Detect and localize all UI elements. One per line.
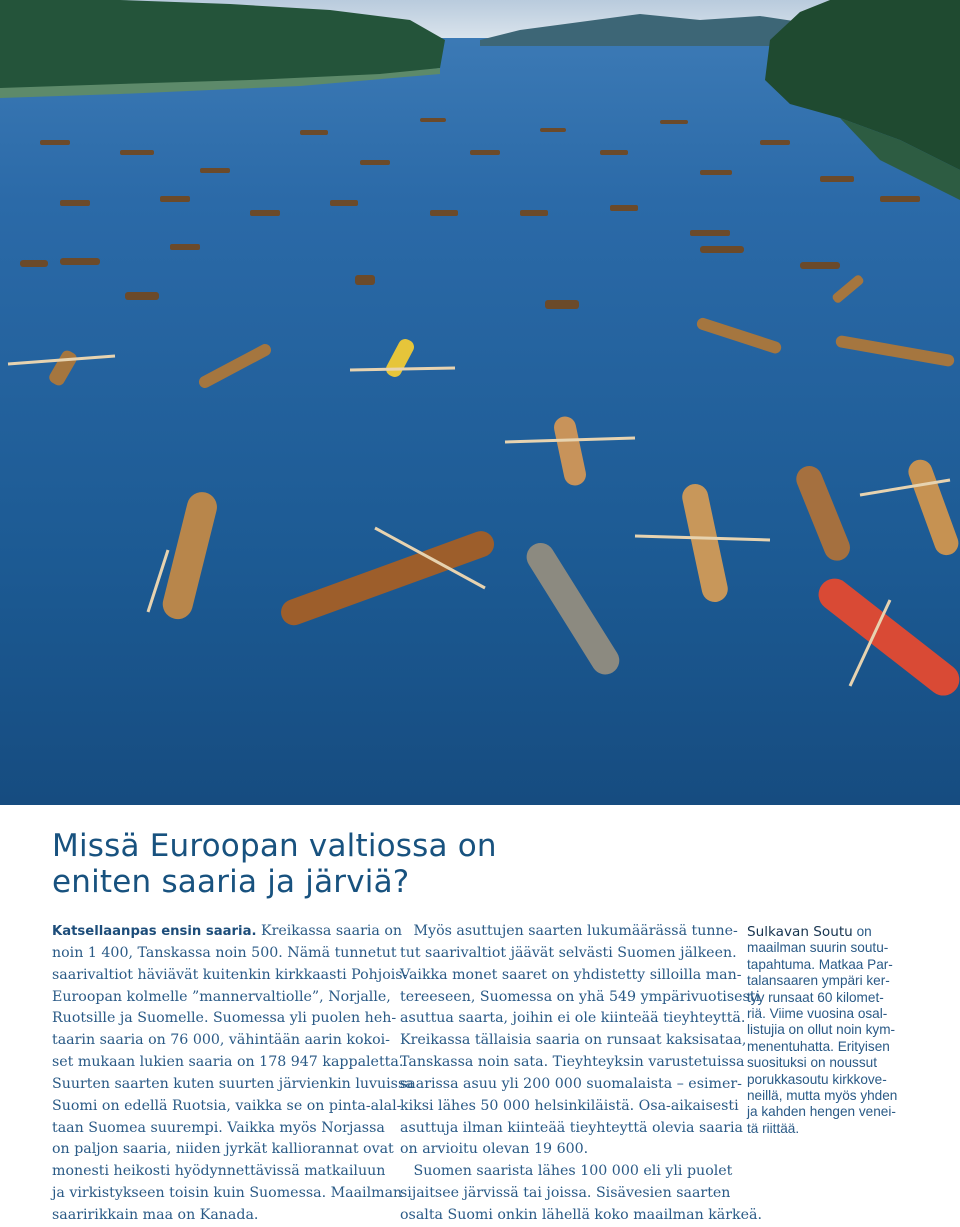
headline-line-2: eniten saaria ja järviä? [52, 864, 410, 900]
text-line: asuttuja ilman kiinteää tieyhteyttä olevia saaria [400, 1119, 743, 1136]
article-headline [52, 828, 612, 900]
text-line: Suomi on edellä Ruotsia, vaikka se on pinta-alal- [52, 1097, 402, 1114]
text-line: noin 1 400, Tanskassa noin 500. Nämä tunnetut [52, 944, 397, 961]
headline-line-1: Missä Euroopan valtiossa on [52, 828, 497, 864]
caption-line: tapahtuma. Matkaa Par- [747, 956, 893, 972]
text-line: ja virkistykseen toisin kuin Suomessa. Maailman [52, 1185, 403, 1202]
paragraph-islands [52, 921, 414, 1227]
text-line: Ruotsille ja Suomelle. Suomessa yli puolen heh- [52, 1010, 397, 1027]
text-line: saaririkkain maa on Kanada. [52, 1206, 259, 1223]
text-line: saarivaltiot häviävät kuitenkin kirkkaasti Pohjois- [52, 966, 408, 983]
body-column-1 [52, 921, 414, 1227]
text-line: tereeseen, Suomessa on yhä 549 ympärivuotisesti [400, 988, 761, 1005]
paragraph-inhabited-islands [400, 921, 763, 1227]
caption-line: riä. Viime vuosina osal- [747, 1006, 888, 1022]
text-line: monesti heikosti hyödynnettävissä matkailuun [52, 1163, 386, 1180]
text-line: on paljon saaria, niiden jyrkät kalliorannat ovat [52, 1141, 394, 1158]
text-line: Myös asuttujen saarten lukumäärässä tunne- [400, 923, 738, 939]
caption-line: neillä, mutta myös yhden [747, 1088, 898, 1104]
text-line: kiksi lähes 50 000 helsinkiläistä. Osa-aikaisesti [400, 1097, 739, 1114]
caption-line: tyy runsaat 60 kilomet- [747, 989, 884, 1005]
lead-in-text: Katsellaanpas ensin saaria. [52, 924, 257, 939]
caption-line: ja kahden hengen venei- [747, 1104, 896, 1120]
text-line: tut saarivaltiot jäävät selvästi Suomen jälkeen. [400, 944, 737, 961]
caption-line [747, 924, 947, 940]
text-line: on arvioitu olevan 19 600. [400, 1141, 589, 1158]
caption-line: menentuhatta. Erityisen [747, 1038, 890, 1054]
caption-line: porukkasoutu kirkkove- [747, 1071, 887, 1087]
text-line: Suomen saarista lähes 100 000 eli yli puolet [400, 1163, 733, 1180]
text-line: saarissa asuu yli 200 000 suomalaista – esimer- [400, 1075, 742, 1092]
caption-line: tä riittää. [747, 1120, 800, 1136]
text-line: Euroopan kolmelle ”mannervaltiolle”, Norjalle, [52, 988, 391, 1005]
caption-text: on [852, 924, 872, 939]
caption-line: talansaaren ympäri ker- [747, 973, 890, 989]
body-column-2 [400, 921, 763, 1227]
text-line: sijaitsee järvissä tai joissa. Sisävesien saarten [400, 1185, 731, 1202]
text-line [52, 921, 403, 943]
text-line: set mukaan lukien saaria on 178 947 kappaletta. [52, 1054, 404, 1071]
text-line: Kreikassa tällaisia saaria on runsaat kaksisataa, [400, 1032, 747, 1049]
text-line: asuttua saarta, joihin ei ole kiinteää tieyhteyttä. [400, 1010, 746, 1027]
line-text: Kreikassa saaria on [256, 923, 403, 939]
text-line: Suurten saarten kuten suurten järvienkin luvuissa [52, 1075, 414, 1092]
text-line: Vaikka monet saaret on yhdistetty silloilla man- [400, 966, 742, 983]
photo-caption [747, 924, 947, 1137]
text-line: Tanskassa noin sata. Tieyhteyksin varustetuissa [400, 1054, 745, 1071]
caption-line: listujia on ollut noin kym- [747, 1022, 896, 1038]
caption-line: suosituksi on noussut [747, 1055, 877, 1071]
text-line: taarin saaria on 76 000, vähintään aarin kokoi- [52, 1032, 390, 1049]
text-line: osalta Suomi onkin lähellä koko maailman kärkeä. [400, 1206, 763, 1223]
caption-lead: Sulkavan Soutu [747, 924, 853, 940]
caption-line: maailman suurin soutu- [747, 940, 889, 956]
text-line: taan Suomea suurempi. Vaikka myös Norjassa [52, 1119, 385, 1136]
